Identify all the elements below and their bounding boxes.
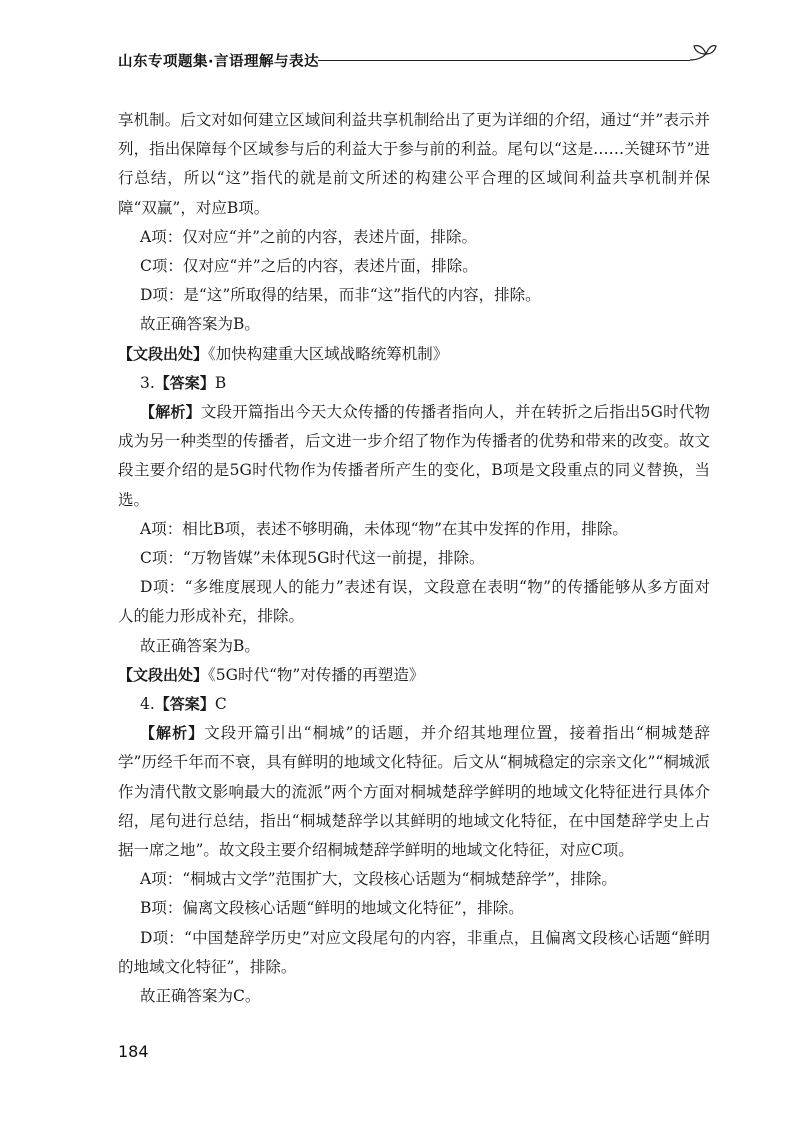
option-c-q2: C项：仅对应“并”之后的内容，表述片面，排除。 (140, 257, 478, 276)
question-number: 3. (140, 373, 155, 392)
answer-label: 【答案】 (154, 373, 215, 392)
header-title: 山东专项题集·言语理解与表达 (118, 54, 320, 70)
page-number: 184 (118, 1042, 149, 1061)
option-a-q4: A项：“桐城古文学”范围扩大，文段核心话题为“桐城楚辞学”，排除。 (140, 870, 617, 889)
analysis-label: 【解析】 (140, 403, 201, 422)
answer-value: C (214, 695, 227, 714)
source-text: 《加快构建重大区域战略统筹机制》 (208, 344, 449, 363)
answer-line-q3 (118, 369, 710, 398)
option-d-q2: D项：是“这”所取得的结果，而非“这”指代的内容，排除。 (140, 286, 541, 305)
answer-line-q4 (118, 690, 710, 719)
option-c-q3: C项：“万物皆媒”未体现5G时代这一前提，排除。 (140, 549, 485, 568)
option-a-q3: A项：相比B项，表述不够明确，未体现“物”在其中发挥的作用，排除。 (140, 519, 628, 538)
option-a-q2: A项：仅对应“并”之前的内容，表述片面，排除。 (140, 227, 478, 246)
answer-value: B (214, 373, 227, 392)
analysis-text: 文段开篇引出“桐城”的话题，并介绍其地理位置，接着指出“桐城楚辞学”历经千年而不衰，具有鲜明的地域文化特征。后文从“桐城稳定的宗亲文化”“桐城派作为清代散文影响最大的流派”两个方面对桐城楚辞学鲜明的地域文化特征进行具体介绍，尾句进行总结，指出“桐城楚辞学以其鲜明的地域文化特征，在中国楚辞学史上占据一席之地”。故文段主要介绍桐城楚辞学鲜明的地域文化特征，对应C项。 (118, 724, 710, 860)
source-text: 《5G时代“物”对传播的再塑造》 (208, 665, 425, 684)
source-q3 (118, 661, 710, 690)
source-q2 (118, 340, 710, 369)
analysis-text: 文段开篇指出今天大众传播的传播者指向人，并在转折之后指出5G时代物成为另一种类型的传播者，后文进一步介绍了物作为传播者的优势和带来的改变。故文段主要介绍的是5G时代物作为传播者所产生的变化，B项是文段重点的同义替换，当选。 (118, 403, 710, 509)
conclusion-q4: 故正确答案为C。 (140, 987, 261, 1006)
question-number: 4. (140, 695, 155, 714)
sprout-icon (686, 40, 718, 70)
header-rule (318, 60, 690, 61)
analysis-q4 (118, 719, 710, 865)
analysis-q3 (118, 398, 710, 515)
paragraph-continuation: 享机制。后文对如何建立区域间利益共享机制给出了更为详细的介绍，通过“并”表示并列，指出保障每个区域参与后的利益大于参与前的利益。尾句以“这是……关键环节”进行总结，所以“这”指代的就是前文所述的构建公平合理的区域间利益共享机制并保障“双赢”，对应B项。 (118, 111, 710, 217)
source-label: 【文段出处】 (118, 665, 209, 684)
conclusion-q3: 故正确答案为B。 (140, 636, 260, 655)
running-header (118, 46, 718, 76)
conclusion-q2: 故正确答案为B。 (140, 315, 260, 334)
page-content (118, 106, 710, 1011)
option-d-q3: D项：“多维度展现人的能力”表述有误，文段意在表明“物”的传播能够从多方面对人的能力形成补充，排除。 (118, 578, 710, 626)
source-label: 【文段出处】 (118, 344, 209, 363)
option-b-q4: B项：偏离文段核心话题“鲜明的地域文化特征”，排除。 (140, 899, 524, 918)
option-d-q4: D项：“中国楚辞学历史”对应文段尾句的内容，非重点，且偏离文段核心话题“鲜明的地域文化特征”，排除。 (118, 928, 710, 976)
answer-label: 【答案】 (154, 695, 215, 714)
analysis-label: 【解析】 (140, 724, 205, 743)
